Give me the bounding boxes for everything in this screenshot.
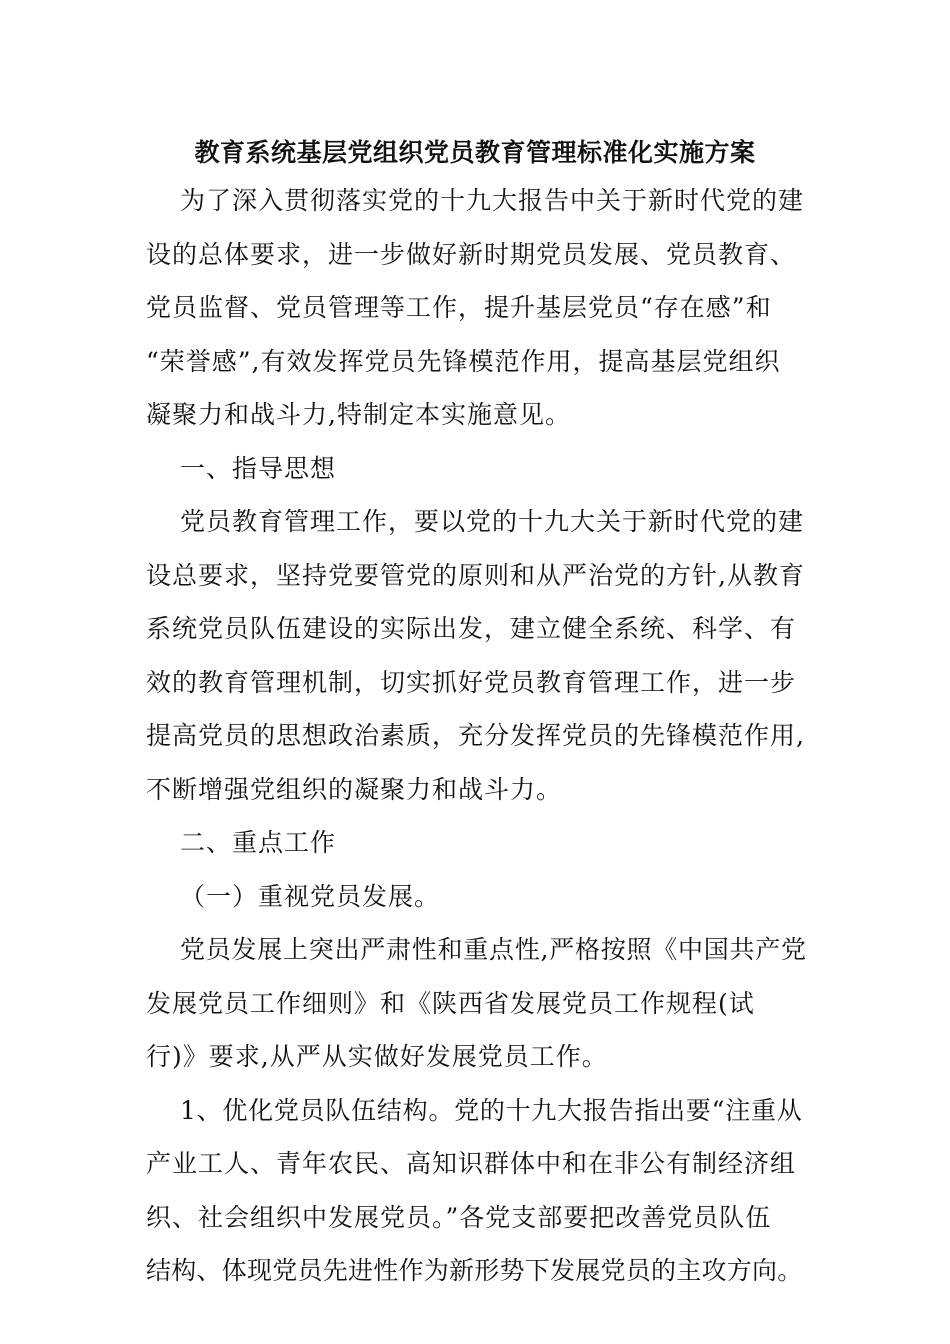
body-line: 发展党员工作细则》和《陕西省发展党员工作规程(试 <box>146 988 755 1018</box>
body-line: 结构、体现党员先进性作为新形势下发展党员的主攻方向。 <box>146 1256 803 1285</box>
body-line: 系统党员队伍建设的实际出发，建立健全系统、科学、有 <box>146 614 797 643</box>
body-line: （一）重视党员发展。 <box>180 881 441 911</box>
body-line: 为了深入贯彻落实党的十九大报告中关于新时代党的建 <box>180 186 805 215</box>
document-title: 教育系统基层党组织党员教育管理标准化实施方案 <box>194 138 756 167</box>
body-line: 一、指导思想 <box>180 453 337 483</box>
body-line: “荣誉感”,有效发挥党员先锋模范作用，提高基层党组织 <box>146 346 781 376</box>
body-line: 效的教育管理机制，切实抓好党员教育管理工作，进一步 <box>146 667 797 697</box>
body-line: 产业工人、青年农民、高知识群体中和在非公有制经济组 <box>146 1149 797 1178</box>
body-line: 党员监督、党员管理等工作，提升基层党员“存在感”和 <box>146 293 772 322</box>
body-line: 党员教育管理工作，要以党的十九大关于新时代党的建 <box>180 507 805 536</box>
body-line: 设的总体要求，进一步做好新时期党员发展、党员教育、 <box>146 239 797 269</box>
body-line: 提高党员的思想政治素质，充分发挥党员的先锋模范作用, <box>146 721 805 750</box>
body-line: 行)》要求,从严从实做好发展党员工作。 <box>146 1042 608 1071</box>
body-line: 凝聚力和战斗力,特制定本实施意见。 <box>146 400 571 429</box>
body-line: 1、优化党员队伍结构。党的十九大报告指出要“注重从 <box>180 1095 803 1125</box>
body-line: 织、社会组织中发展党员。”各党支部要把改善党员队伍 <box>146 1202 772 1232</box>
body-line: 设总要求，坚持党要管党的原则和从严治党的方针,从教育 <box>146 560 805 590</box>
body-line: 不断增强党组织的凝聚力和战斗力。 <box>146 774 563 804</box>
body-line: 党员发展上突出严肃性和重点性,严格按照《中国共产党 <box>180 935 807 964</box>
body-line: 二、重点工作 <box>180 828 337 857</box>
